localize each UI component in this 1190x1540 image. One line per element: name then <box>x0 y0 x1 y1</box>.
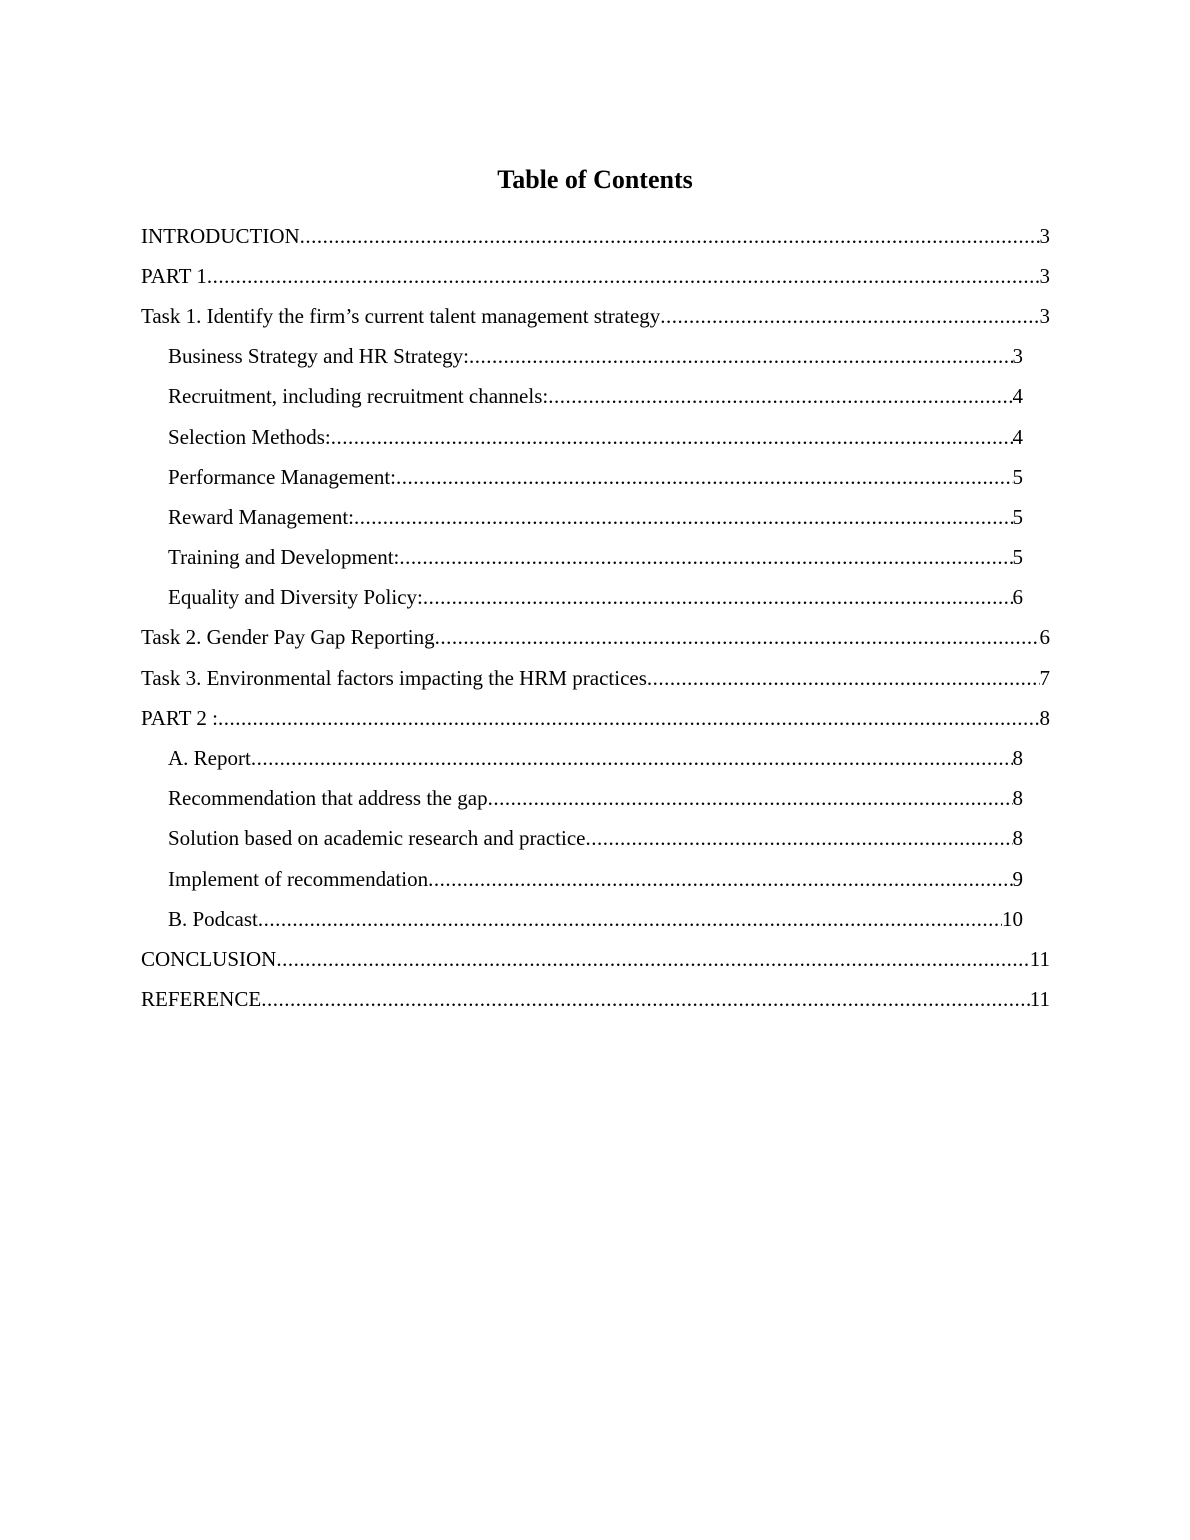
toc-entry-page-number: 4 <box>1012 384 1023 409</box>
toc-entry[interactable] <box>141 497 1023 537</box>
dot-leader <box>207 264 1040 289</box>
dot-leader <box>423 585 1013 610</box>
toc-entry-page-number: 3 <box>1039 223 1050 248</box>
dot-leader <box>251 746 1013 771</box>
toc-entry-title: Training and Development: <box>168 545 400 570</box>
toc-entry-title: A. Report <box>168 746 251 771</box>
toc-entry-page-number: 11 <box>1029 987 1050 1012</box>
toc-entry[interactable] <box>141 779 1023 819</box>
toc-entry[interactable] <box>141 618 1050 658</box>
dot-leader <box>660 304 1039 329</box>
toc-entry-page-number: 3 <box>1012 344 1023 369</box>
dot-leader <box>548 384 1012 409</box>
toc-entry-title: Equality and Diversity Policy: <box>168 585 423 610</box>
toc-entry[interactable] <box>141 216 1050 256</box>
toc-entry-page-number: 3 <box>1039 303 1050 328</box>
toc-entry[interactable] <box>141 578 1023 618</box>
toc-list <box>141 216 1050 1020</box>
toc-entry[interactable] <box>141 256 1050 296</box>
toc-entry-page-number: 11 <box>1029 946 1050 971</box>
toc-entry[interactable] <box>141 899 1023 939</box>
toc-entry[interactable] <box>141 538 1023 578</box>
toc-entry-page-number: 10 <box>1002 906 1023 931</box>
dot-leader <box>354 505 1012 530</box>
dot-leader <box>647 666 1040 691</box>
dot-leader <box>396 465 1013 490</box>
toc-entry-page-number: 5 <box>1012 504 1023 529</box>
toc-entry[interactable] <box>141 296 1050 336</box>
dot-leader <box>435 625 1040 650</box>
toc-entry-title: Reward Management: <box>168 504 355 529</box>
toc-entry-title: Performance Management: <box>168 464 396 489</box>
toc-entry-title: Solution based on academic research and practice <box>168 826 586 851</box>
toc-entry[interactable] <box>141 819 1023 859</box>
toc-entry-page-number: 6 <box>1012 585 1023 610</box>
dot-leader <box>488 786 1013 811</box>
toc-entry[interactable] <box>141 337 1023 377</box>
toc-entry-title: PART 2 : <box>141 705 218 730</box>
toc-entry-title: Task 1. Identify the firm’s current talent management strategy <box>141 303 661 328</box>
toc-entry[interactable] <box>141 738 1023 778</box>
toc-entry-page-number: 9 <box>1012 866 1023 891</box>
toc-entry-page-number: 8 <box>1012 786 1023 811</box>
dot-leader <box>218 706 1040 731</box>
toc-entry[interactable] <box>141 859 1023 899</box>
toc-entry-title: Task 2. Gender Pay Gap Reporting <box>141 625 435 650</box>
dot-leader <box>300 224 1040 249</box>
toc-entry-title: INTRODUCTION <box>141 223 300 248</box>
toc-entry-page-number: 8 <box>1039 705 1050 730</box>
toc-entry-title: CONCLUSION <box>141 946 277 971</box>
toc-entry-title: Implement of recommendation <box>168 866 429 891</box>
dot-leader <box>585 826 1012 851</box>
toc-entry-page-number: 3 <box>1039 263 1050 288</box>
toc-entry[interactable] <box>141 980 1050 1020</box>
toc-entry[interactable] <box>141 457 1023 497</box>
toc-entry[interactable] <box>141 417 1023 457</box>
toc-entry-title: PART 1 <box>141 263 207 288</box>
toc-entry-page-number: 4 <box>1012 424 1023 449</box>
toc-entry[interactable] <box>141 698 1050 738</box>
toc-entry-page-number: 6 <box>1039 625 1050 650</box>
dot-leader <box>428 867 1012 892</box>
toc-entry-page-number: 7 <box>1039 665 1050 690</box>
dot-leader <box>276 947 1029 972</box>
dot-leader <box>261 987 1030 1012</box>
dot-leader <box>469 344 1013 369</box>
toc-entry-title: Task 3. Environmental factors impacting the HRM practices <box>141 665 647 690</box>
dot-leader <box>258 907 1002 932</box>
toc-entry-page-number: 5 <box>1012 545 1023 570</box>
dot-leader <box>399 545 1012 570</box>
toc-entry-title: REFERENCE <box>141 987 262 1012</box>
toc-entry-title: B. Podcast <box>168 906 258 931</box>
toc-entry[interactable] <box>141 658 1050 698</box>
toc-entry[interactable] <box>141 377 1023 417</box>
toc-entry[interactable] <box>141 939 1050 979</box>
toc-entry-title: Selection Methods: <box>168 424 331 449</box>
toc-title: Table of Contents <box>497 165 693 194</box>
toc-entry-title: Business Strategy and HR Strategy: <box>168 344 469 369</box>
toc-entry-title: Recommendation that address the gap <box>168 786 488 811</box>
toc-entry-page-number: 8 <box>1012 746 1023 771</box>
toc-entry-title: Recruitment, including recruitment channels: <box>168 384 549 409</box>
toc-entry-page-number: 8 <box>1012 826 1023 851</box>
toc-entry-page-number: 5 <box>1012 464 1023 489</box>
dot-leader <box>331 425 1013 450</box>
